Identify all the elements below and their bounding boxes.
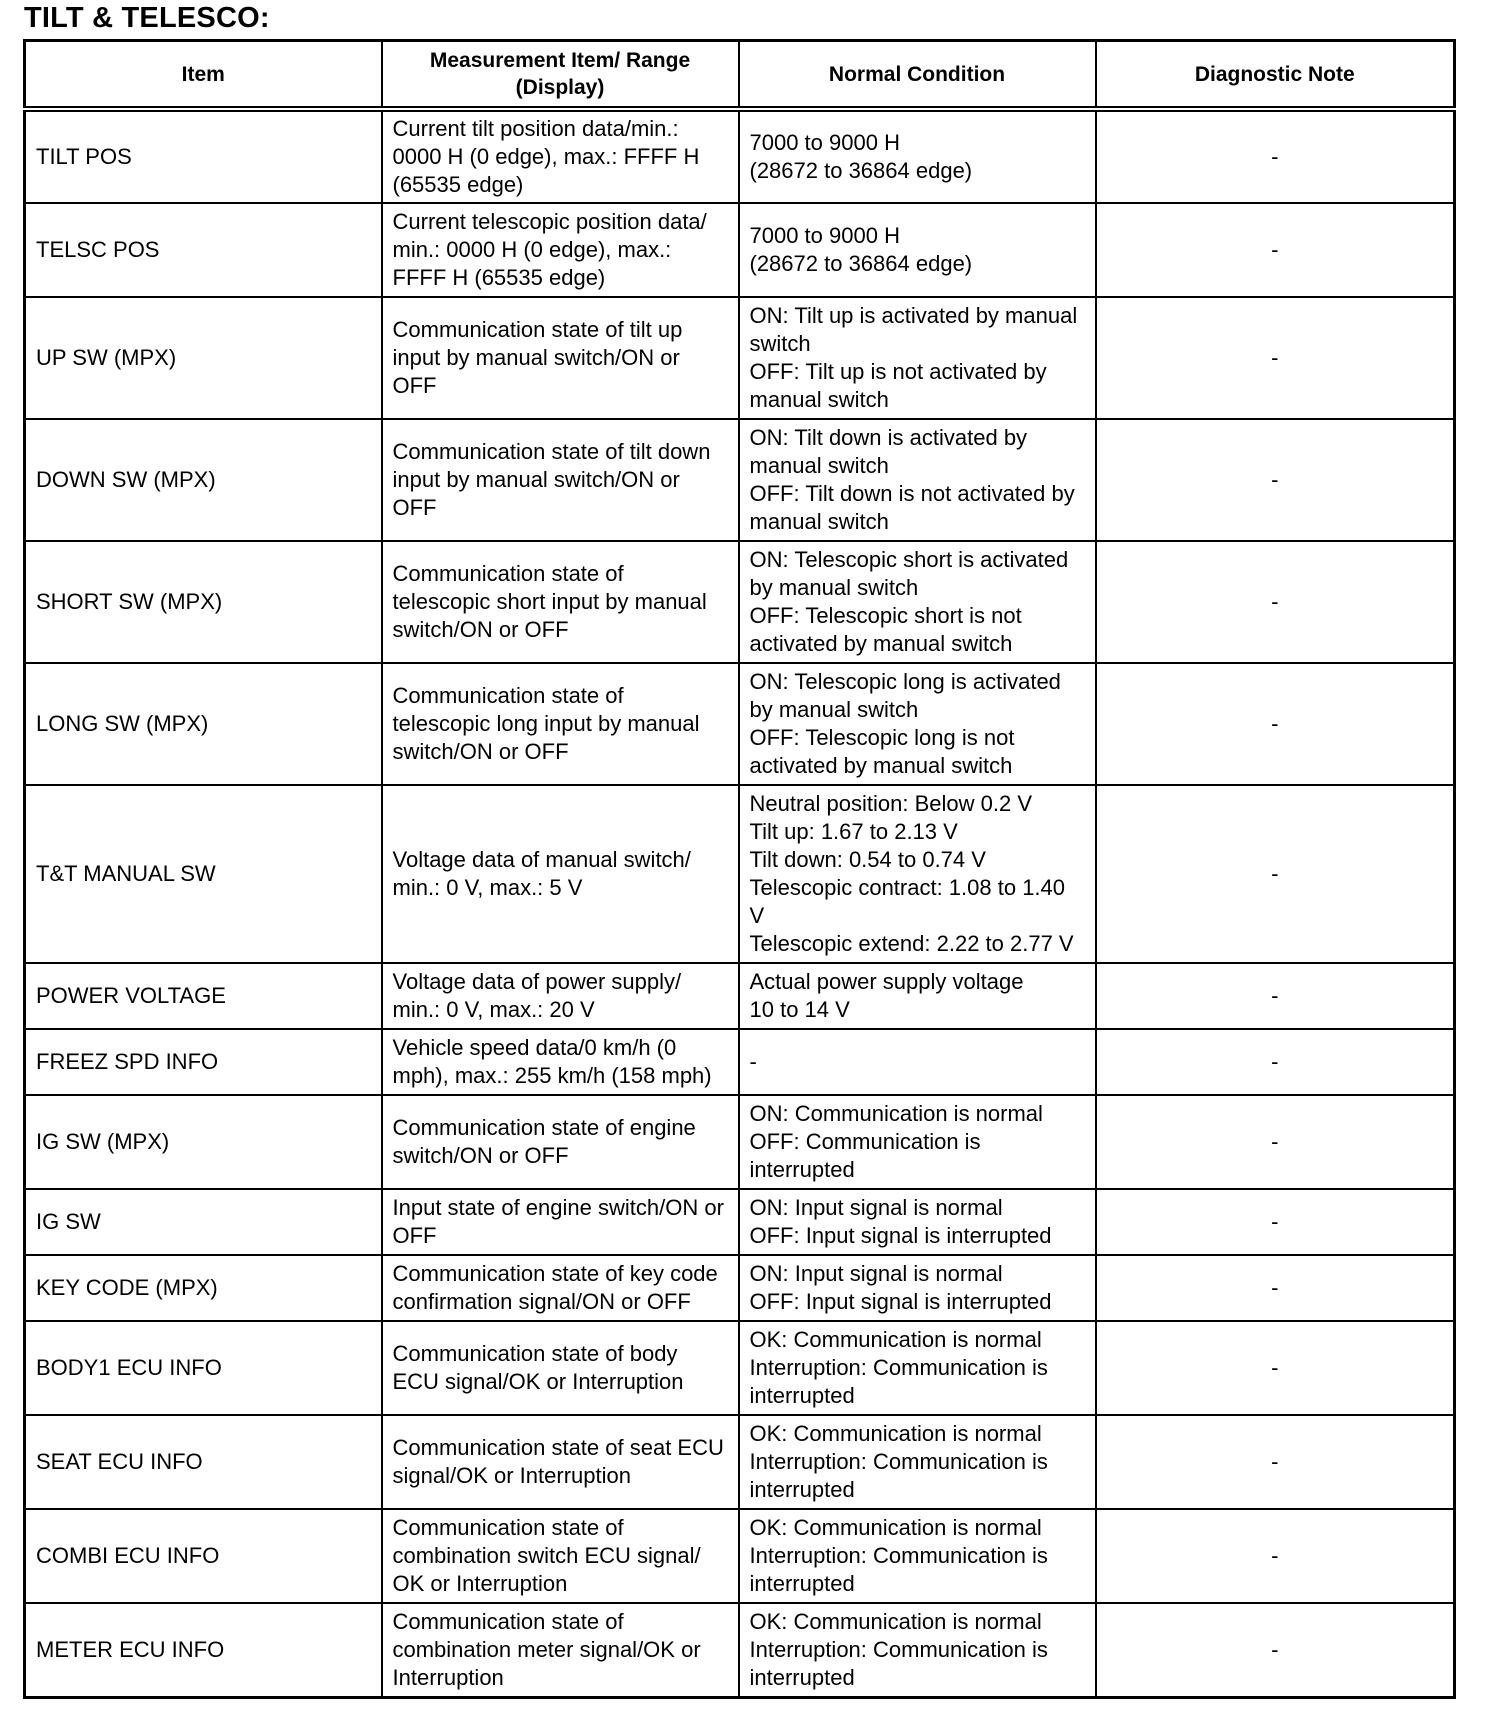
row-range-cell: Communication state of tilt down input by manual switch/ON or OFF bbox=[382, 419, 739, 541]
row-range-cell: Communication state of tilt up input by manual switch/ON or OFF bbox=[382, 297, 739, 419]
table-row bbox=[25, 1189, 1455, 1255]
table-row bbox=[25, 541, 1455, 663]
row-diagnostic-note-cell: - bbox=[1096, 541, 1455, 663]
row-normal-condition-cell: ON: Input signal is normal OFF: Input signal is interrupted bbox=[739, 1189, 1096, 1255]
row-normal-condition-cell: ON: Input signal is normal OFF: Input signal is interrupted bbox=[739, 1255, 1096, 1321]
row-normal-condition-cell: Neutral position: Below 0.2 V Tilt up: 1.67 to 2.13 V Tilt down: 0.54 to 0.74 V Telescopic contract: 1.08 to 1.40 V Telescopic extend: 2.22 to 2.77 V bbox=[739, 785, 1096, 963]
row-item-cell: UP SW (MPX) bbox=[25, 297, 382, 419]
row-item-cell: SHORT SW (MPX) bbox=[25, 541, 382, 663]
row-diagnostic-note-cell: - bbox=[1096, 1415, 1455, 1509]
table-row bbox=[25, 1603, 1455, 1697]
row-normal-condition-cell: OK: Communication is normal Interruption: Communication is interrupted bbox=[739, 1321, 1096, 1415]
row-diagnostic-note-cell: - bbox=[1096, 1321, 1455, 1415]
row-item-cell: IG SW bbox=[25, 1189, 382, 1255]
table-row bbox=[25, 203, 1455, 297]
row-range-cell: Input state of engine switch/ON or OFF bbox=[382, 1189, 739, 1255]
row-item-cell: KEY CODE (MPX) bbox=[25, 1255, 382, 1321]
row-range-cell: Communication state of telescopic short input by manual switch/ON or OFF bbox=[382, 541, 739, 663]
table-row bbox=[25, 297, 1455, 419]
table-body bbox=[25, 109, 1455, 1697]
row-range-cell: Communication state of combination switch ECU signal/ OK or Interruption bbox=[382, 1509, 739, 1603]
table-row bbox=[25, 785, 1455, 963]
row-normal-condition-cell: ON: Tilt up is activated by manual switch OFF: Tilt up is not activated by manual switch bbox=[739, 297, 1096, 419]
row-diagnostic-note-cell: - bbox=[1096, 1603, 1455, 1697]
row-item-cell: T&T MANUAL SW bbox=[25, 785, 382, 963]
row-diagnostic-note-cell: - bbox=[1096, 419, 1455, 541]
table-row bbox=[25, 663, 1455, 785]
row-normal-condition-cell: OK: Communication is normal Interruption: Communication is interrupted bbox=[739, 1603, 1096, 1697]
header-measurement-range: Measurement Item/ Range (Display) bbox=[382, 41, 739, 110]
row-diagnostic-note-cell: - bbox=[1096, 963, 1455, 1029]
row-item-cell: LONG SW (MPX) bbox=[25, 663, 382, 785]
row-diagnostic-note-cell: - bbox=[1096, 1095, 1455, 1189]
table-row bbox=[25, 1095, 1455, 1189]
row-item-cell: POWER VOLTAGE bbox=[25, 963, 382, 1029]
data-list-table bbox=[23, 39, 1456, 1699]
row-item-cell: SEAT ECU INFO bbox=[25, 1415, 382, 1509]
row-range-cell: Current tilt position data/min.: 0000 H (0 edge), max.: FFFF H (65535 edge) bbox=[382, 109, 739, 203]
row-normal-condition-cell: ON: Tilt down is activated by manual switch OFF: Tilt down is not activated by manual switch bbox=[739, 419, 1096, 541]
row-range-cell: Communication state of body ECU signal/OK or Interruption bbox=[382, 1321, 739, 1415]
row-normal-condition-cell: ON: Telescopic long is activated by manual switch OFF: Telescopic long is not activated by manual switch bbox=[739, 663, 1096, 785]
table-row bbox=[25, 1415, 1455, 1509]
section-title: TILT & TELESCO: bbox=[24, 2, 270, 34]
row-diagnostic-note-cell: - bbox=[1096, 1509, 1455, 1603]
row-item-cell: COMBI ECU INFO bbox=[25, 1509, 382, 1603]
row-diagnostic-note-cell: - bbox=[1096, 785, 1455, 963]
row-diagnostic-note-cell: - bbox=[1096, 109, 1455, 203]
table-row bbox=[25, 1321, 1455, 1415]
row-normal-condition-cell: - bbox=[739, 1029, 1096, 1095]
row-item-cell: DOWN SW (MPX) bbox=[25, 419, 382, 541]
row-range-cell: Voltage data of power supply/ min.: 0 V, max.: 20 V bbox=[382, 963, 739, 1029]
table-row bbox=[25, 419, 1455, 541]
header-diagnostic-note: Diagnostic Note bbox=[1096, 41, 1455, 110]
row-normal-condition-cell: ON: Telescopic short is activated by manual switch OFF: Telescopic short is not activated by manual switch bbox=[739, 541, 1096, 663]
table-row bbox=[25, 1509, 1455, 1603]
row-range-cell: Current telescopic position data/ min.: 0000 H (0 edge), max.: FFFF H (65535 edge) bbox=[382, 203, 739, 297]
table-row bbox=[25, 109, 1455, 203]
row-range-cell: Vehicle speed data/0 km/h (0 mph), max.: 255 km/h (158 mph) bbox=[382, 1029, 739, 1095]
header-normal-condition: Normal Condition bbox=[739, 41, 1096, 110]
header-item: Item bbox=[25, 41, 382, 110]
table-row bbox=[25, 1029, 1455, 1095]
row-range-cell: Communication state of engine switch/ON or OFF bbox=[382, 1095, 739, 1189]
row-diagnostic-note-cell: - bbox=[1096, 297, 1455, 419]
row-normal-condition-cell: Actual power supply voltage 10 to 14 V bbox=[739, 963, 1096, 1029]
row-item-cell: FREEZ SPD INFO bbox=[25, 1029, 382, 1095]
row-diagnostic-note-cell: - bbox=[1096, 203, 1455, 297]
table-header-row bbox=[25, 41, 1455, 110]
row-range-cell: Communication state of combination meter signal/OK or Interruption bbox=[382, 1603, 739, 1697]
row-range-cell: Communication state of telescopic long input by manual switch/ON or OFF bbox=[382, 663, 739, 785]
row-normal-condition-cell: OK: Communication is normal Interruption: Communication is interrupted bbox=[739, 1509, 1096, 1603]
row-normal-condition-cell: ON: Communication is normal OFF: Communication is interrupted bbox=[739, 1095, 1096, 1189]
table-row bbox=[25, 963, 1455, 1029]
row-diagnostic-note-cell: - bbox=[1096, 663, 1455, 785]
row-item-cell: BODY1 ECU INFO bbox=[25, 1321, 382, 1415]
row-item-cell: TILT POS bbox=[25, 109, 382, 203]
row-item-cell: IG SW (MPX) bbox=[25, 1095, 382, 1189]
row-diagnostic-note-cell: - bbox=[1096, 1189, 1455, 1255]
row-normal-condition-cell: OK: Communication is normal Interruption: Communication is interrupted bbox=[739, 1415, 1096, 1509]
row-range-cell: Communication state of seat ECU signal/OK or Interruption bbox=[382, 1415, 739, 1509]
row-item-cell: METER ECU INFO bbox=[25, 1603, 382, 1697]
row-normal-condition-cell: 7000 to 9000 H (28672 to 36864 edge) bbox=[739, 203, 1096, 297]
row-normal-condition-cell: 7000 to 9000 H (28672 to 36864 edge) bbox=[739, 109, 1096, 203]
row-diagnostic-note-cell: - bbox=[1096, 1255, 1455, 1321]
row-range-cell: Communication state of key code confirmation signal/ON or OFF bbox=[382, 1255, 739, 1321]
row-item-cell: TELSC POS bbox=[25, 203, 382, 297]
row-diagnostic-note-cell: - bbox=[1096, 1029, 1455, 1095]
row-range-cell: Voltage data of manual switch/ min.: 0 V, max.: 5 V bbox=[382, 785, 739, 963]
table-row bbox=[25, 1255, 1455, 1321]
